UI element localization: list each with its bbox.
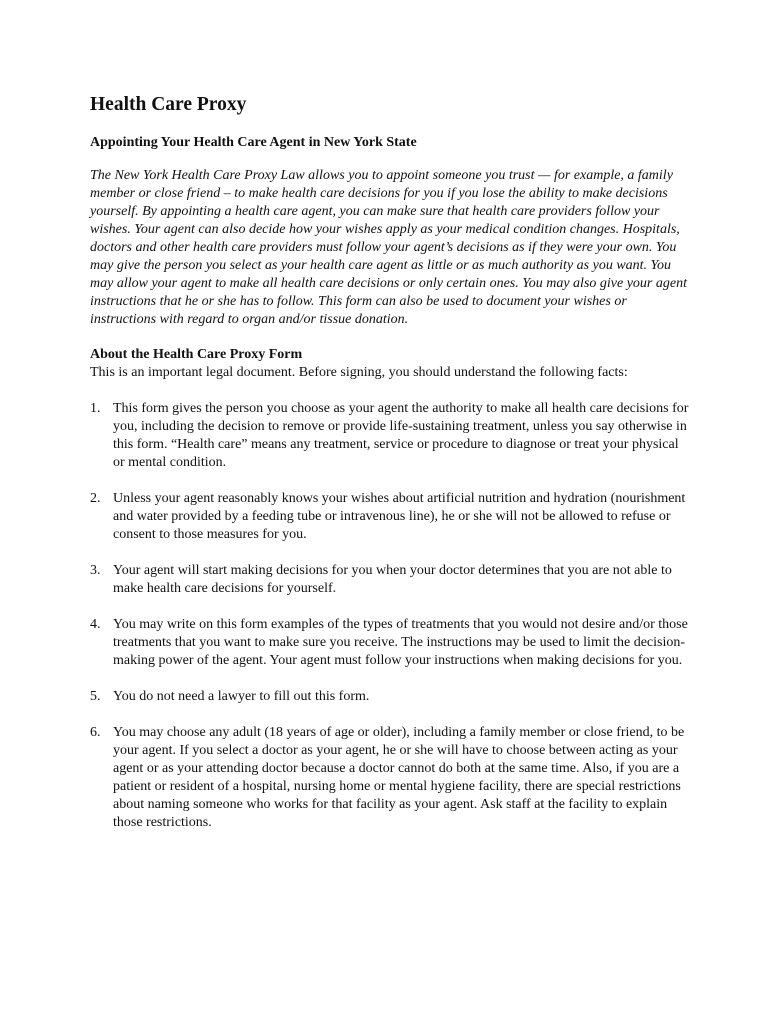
fact-item-6 [90, 724, 690, 832]
fact-number: 3. [90, 563, 101, 578]
fact-number: 1. [90, 401, 101, 416]
fact-text: You may choose any adult (18 years of age or older), including a family member or close friend, to be your agent. If you select a doctor as your agent, he or she will have to choose between acting as your agent or as your attending doctor because a doctor cannot do both at the same time. Also, if you are a patient or resident of a hospital, nursing home or mental hygiene facility, there are special restrictions about naming someone who works for that facility as your agent. Ask staff at the facility to explain those restrictions. [113, 725, 685, 830]
fact-item-1 [90, 400, 690, 472]
fact-text: You do not need a lawyer to fill out this form. [113, 689, 370, 704]
fact-number: 2. [90, 491, 101, 506]
section-lead: This is an important legal document. Before signing, you should understand the following facts: [90, 365, 628, 380]
fact-number: 4. [90, 617, 101, 632]
document-page [90, 93, 690, 850]
fact-item-2 [90, 490, 690, 544]
fact-item-4 [90, 616, 690, 670]
page-title: Health Care Proxy [90, 94, 247, 115]
fact-text: Your agent will start making decisions for you when your doctor determines that you are not able to make health care decisions for yourself. [113, 563, 672, 596]
fact-item-3 [90, 562, 690, 598]
fact-text: You may write on this form examples of the types of treatments that you would not desire and/or those treatments that you want to make sure you receive. The instructions may be used to limit the decision-making power of the agent. Your agent must follow your instructions when making decisions for you. [113, 617, 688, 668]
fact-number: 5. [90, 689, 101, 704]
facts-list [90, 400, 690, 832]
fact-item-5 [90, 688, 690, 706]
page-subtitle: Appointing Your Health Care Agent in New York State [90, 135, 417, 150]
fact-text: This form gives the person you choose as your agent the authority to make all health care decisions for you, including the decision to remove or provide life-sustaining treatment, unless you say otherwise in this form. “Health care” means any treatment, service or procedure to diagnose or treat your physical or mental condition. [113, 401, 689, 470]
fact-text: Unless your agent reasonably knows your wishes about artificial nutrition and hydration (nourishment and water provided by a feeding tube or intravenous line), he or she will not be allowed to refuse or consent to those measures for you. [113, 491, 686, 542]
intro-paragraph: The New York Health Care Proxy Law allows you to appoint someone you trust — for example, a family member or close friend – to make health care decisions for you if you lose the ability to make decisions yourself. By appointing a health care agent, you can make sure that health care providers follow your wishes. Your agent can also decide how your wishes apply as your medical condition changes. Hospitals, doctors and other health care providers must follow your agent’s decisions as if they were your own. You may give the person you select as your health care agent as little or as much authority as you want. You may allow your agent to make all health care decisions or only certain ones. You may also give your agent instructions that he or she has to follow. This form can also be used to document your wishes or instructions with regard to organ and/or tissue donation. [90, 168, 687, 327]
fact-number: 6. [90, 725, 101, 740]
section-heading: About the Health Care Proxy Form [90, 347, 303, 362]
